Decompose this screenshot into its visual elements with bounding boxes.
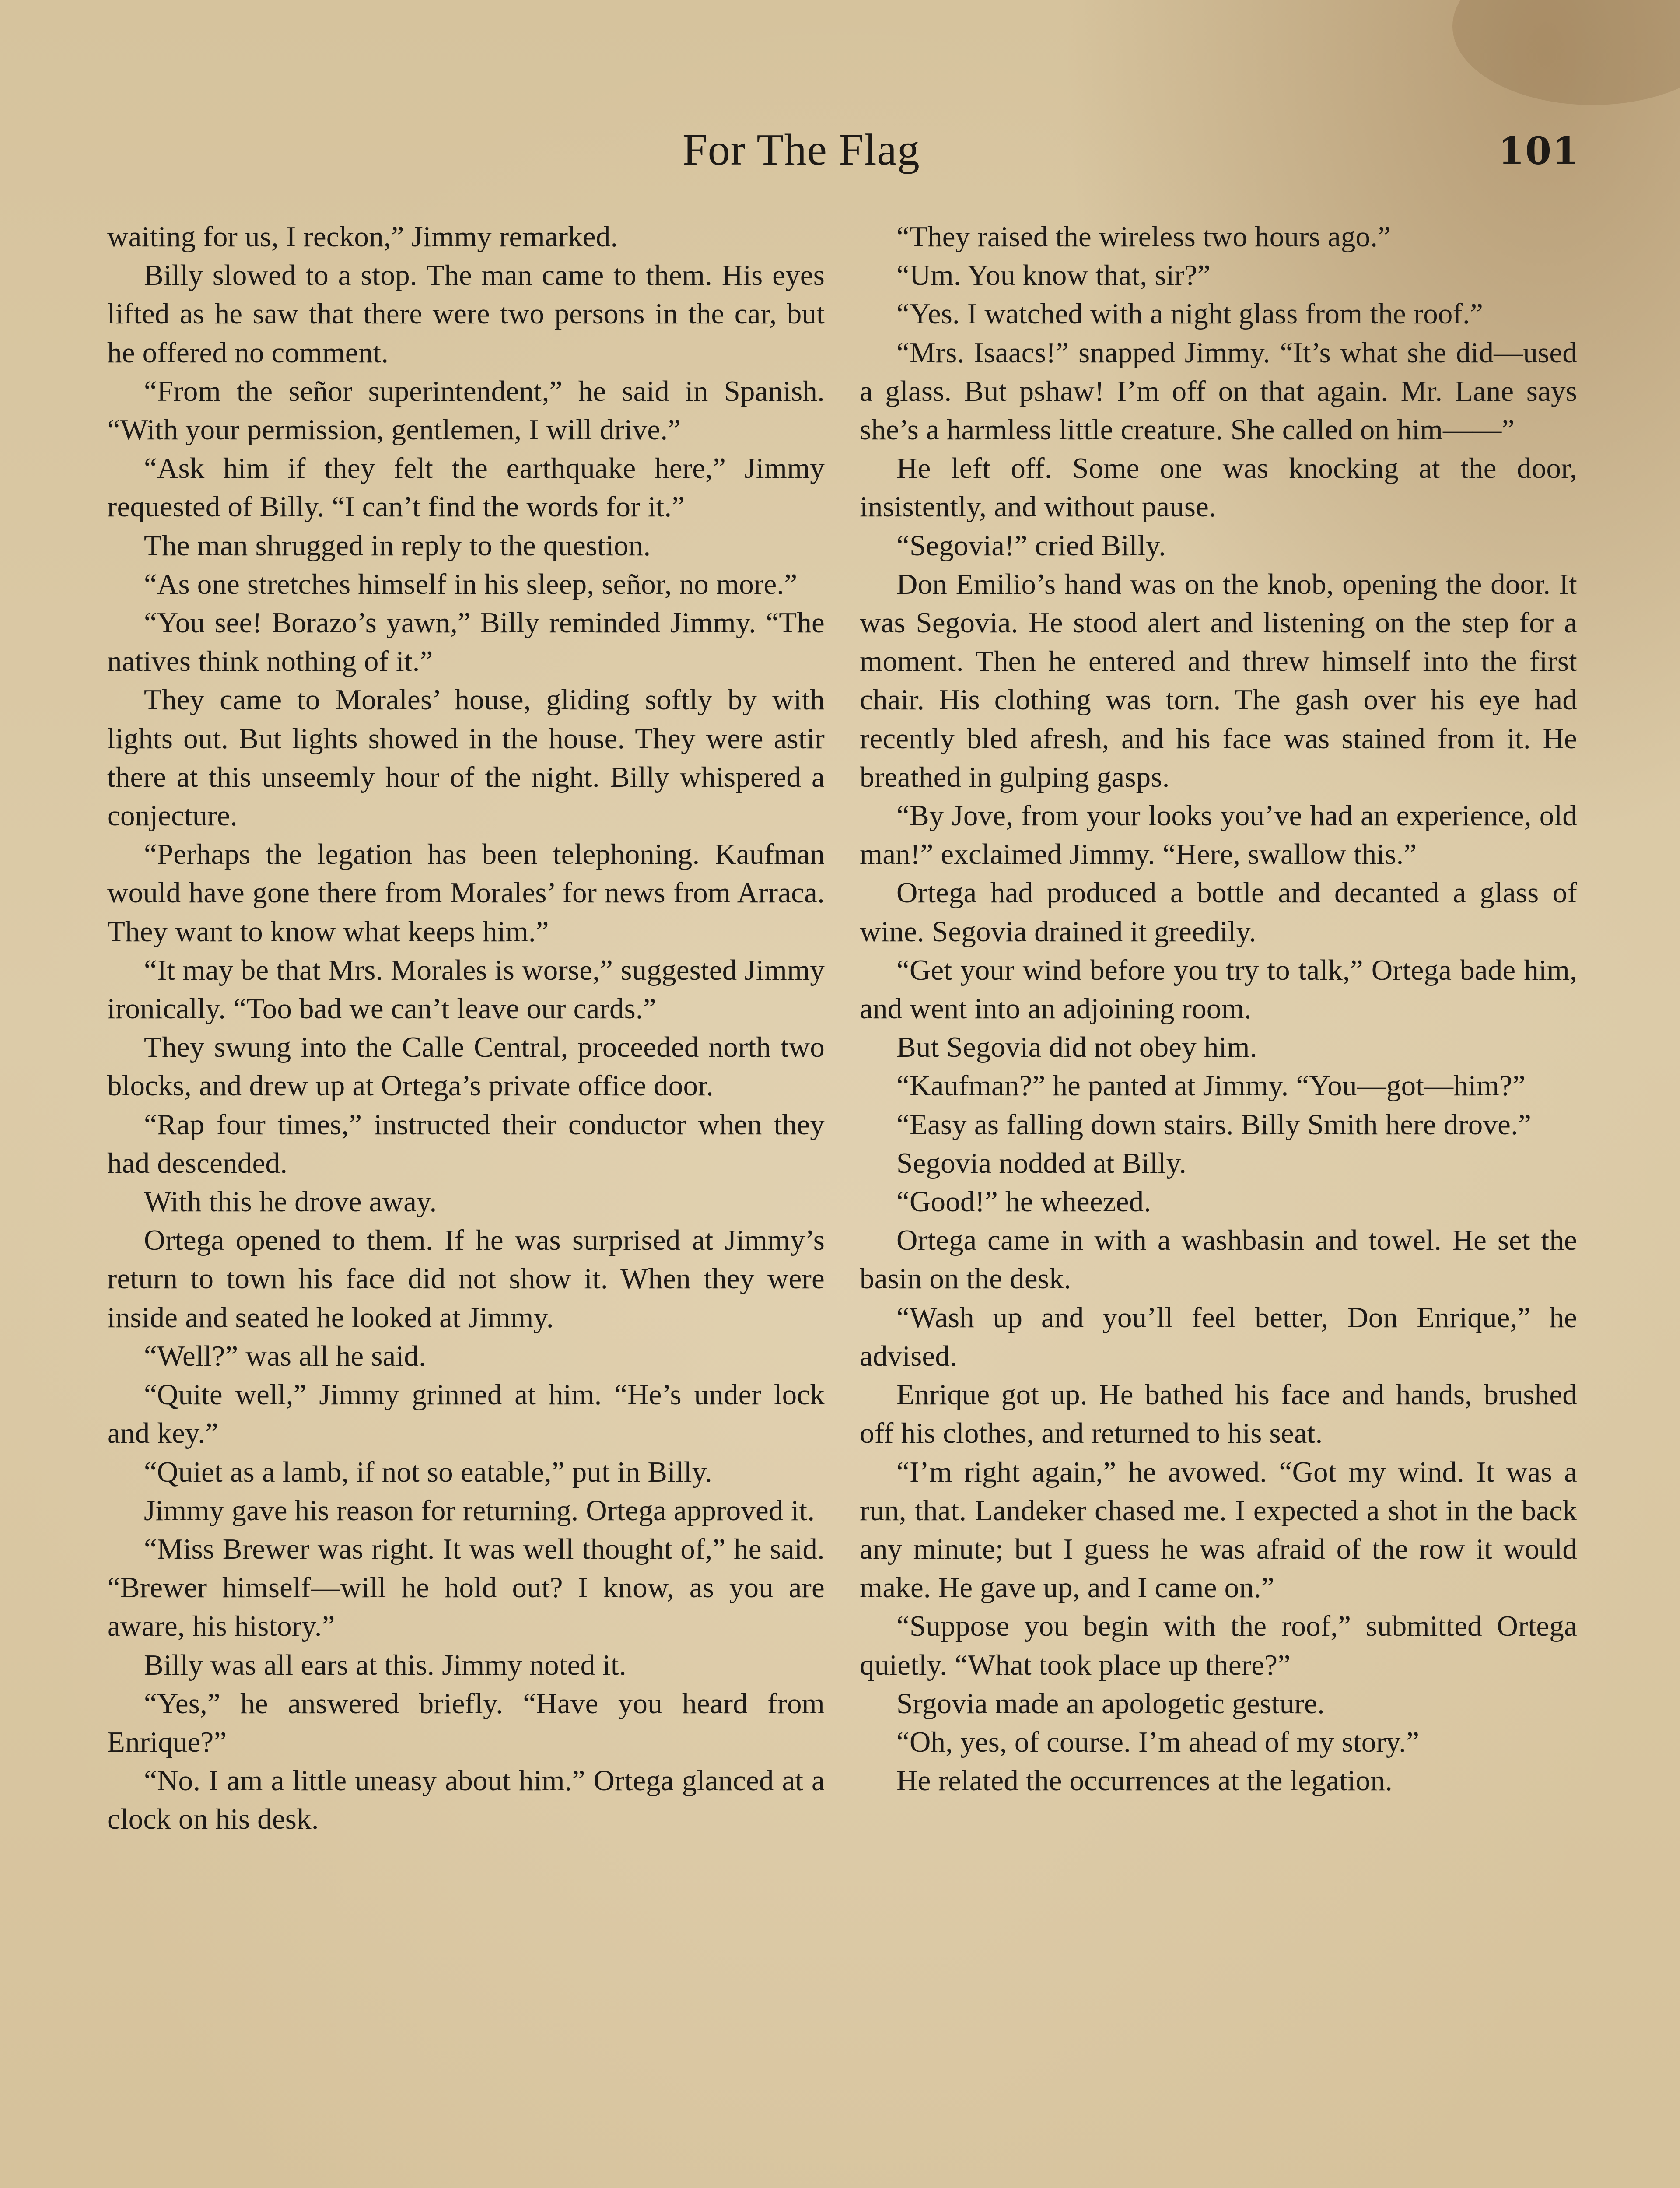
paragraph: With this he drove away.	[144, 1185, 437, 1218]
paragraph: Ortega came in with a washbasin and towel. He set the basin on the desk.	[860, 1224, 1577, 1295]
paragraph: Ortega opened to them. If he was surprised at Jimmy’s return to town his face did not show it. When they were inside and seated he looked at Jimmy.	[107, 1224, 825, 1334]
paragraph: “Oh, yes, of course. I’m ahead of my story.”	[896, 1725, 1420, 1758]
paragraph: “Perhaps the legation has been telephoning. Kaufman would have gone there from Morales’ for news from Arraca. They want to know what keeps him.”	[107, 838, 825, 948]
paragraph: “They raised the wireless two hours ago.”	[896, 221, 1391, 253]
paragraph: “Wash up and you’ll feel better, Don Enrique,” he advised.	[860, 1301, 1577, 1372]
paragraph: They swung into the Calle Central, proceeded north two blocks, and drew up at Ortega’s private office door.	[107, 1031, 825, 1102]
paragraph: But Segovia did not obey him.	[896, 1031, 1257, 1064]
paragraph: “Easy as falling down stairs. Billy Smith here drove.”	[896, 1108, 1532, 1141]
paragraph: Jimmy gave his reason for returning. Ortega approved it.	[144, 1494, 815, 1527]
paragraph: “I’m right again,” he avowed. “Got my wind. It was a run, that. Landeker chased me. I expected a shot in the back any minute; but I guess he was afraid of the row it would make. He gave up, and I came on.”	[860, 1455, 1577, 1604]
paragraph: The man shrugged in reply to the question.	[144, 529, 651, 562]
paragraph: “Suppose you begin with the roof,” submitted Ortega quietly. “What took place up there?”	[860, 1610, 1577, 1681]
right-column	[860, 217, 1577, 2188]
paragraph: Billy slowed to a stop. The man came to them. His eyes lifted as he saw that there were two persons in the car, but he offered no comment.	[107, 259, 825, 369]
paragraph: “From the señor superintendent,” he said in Spanish. “With your permission, gentlemen, I will drive.”	[107, 375, 825, 446]
paragraph: Srgovia made an apologetic gesture.	[896, 1687, 1325, 1720]
running-title: For The Flag	[682, 125, 920, 175]
paragraph: “Good!” he wheezed.	[896, 1185, 1152, 1218]
paragraph: He left off. Some one was knocking at the door, insistently, and without pause.	[860, 452, 1577, 523]
paragraph: He related the occurrences at the legation.	[896, 1764, 1393, 1797]
paragraph: “Kaufman?” he panted at Jimmy. “You—got—him?”	[896, 1069, 1526, 1102]
paragraph: “By Jove, from your looks you’ve had an experience, old man!” exclaimed Jimmy. “Here, swallow this.”	[860, 799, 1577, 871]
page-number: 101	[1498, 129, 1579, 173]
running-head	[0, 122, 1680, 179]
text-columns	[107, 217, 1577, 2188]
paragraph: “Quite well,” Jimmy grinned at him. “He’s under lock and key.”	[107, 1378, 825, 1450]
paragraph: “Ask him if they felt the earthquake here,” Jimmy requested of Billy. “I can’t find the words for it.”	[107, 452, 825, 523]
paragraph: “Yes. I watched with a night glass from the roof.”	[896, 298, 1484, 330]
paragraph: “As one stretches himself in his sleep, señor, no more.”	[144, 568, 798, 600]
paragraph: “Yes,” he answered briefly. “Have you heard from Enrique?”	[107, 1687, 825, 1758]
paragraph: “Quiet as a lamb, if not so eatable,” put in Billy.	[144, 1455, 713, 1488]
paragraph: Don Emilio’s hand was on the knob, opening the door. It was Segovia. He stood alert and listening on the step for a moment. Then he entered and threw himself into the first chair. His clothing was torn. The gash over his eye had recently bled afresh, and his face was stained from it. He breathed in gulping gasps.	[860, 568, 1577, 793]
paragraph: “Miss Brewer was right. It was well thought of,” he said. “Brewer himself—will he hold out? I know, as you are aware, his history.”	[107, 1532, 825, 1643]
paragraph: “Get your wind before you try to talk,” Ortega bade him, and went into an adjoining room.	[860, 954, 1577, 1025]
left-column	[107, 217, 825, 2188]
paragraph: “You see! Borazo’s yawn,” Billy reminded Jimmy. “The natives think nothing of it.”	[107, 607, 825, 678]
paragraph: “Rap four times,” instructed their conductor when they had descended.	[107, 1108, 825, 1179]
page-stain	[1452, 0, 1680, 105]
paragraph: Enrique got up. He bathed his face and hands, brushed off his clothes, and returned to his seat.	[860, 1378, 1577, 1450]
paragraph: waiting for us, I reckon,” Jimmy remarked.	[107, 221, 618, 253]
paragraph: Billy was all ears at this. Jimmy noted it.	[144, 1648, 626, 1681]
paragraph: They came to Morales’ house, gliding softly by with lights out. But lights showed in the house. They were astir there at this unseemly hour of the night. Billy whispered a conjecture.	[107, 684, 825, 832]
paragraph: “Segovia!” cried Billy.	[896, 529, 1166, 562]
paragraph: “Um. You know that, sir?”	[896, 259, 1211, 292]
paragraph: “No. I am a little uneasy about him.” Ortega glanced at a clock on his desk.	[107, 1764, 825, 1836]
paragraph: “Mrs. Isaacs!” snapped Jimmy. “It’s what she did—used a glass. But pshaw! I’m off on that again. Mr. Lane says she’s a harmless little creature. She called on him——”	[860, 336, 1577, 446]
paragraph: Segovia nodded at Billy.	[896, 1147, 1186, 1179]
paragraph: “It may be that Mrs. Morales is worse,” suggested Jimmy ironically. “Too bad we can’t leave our cards.”	[107, 954, 825, 1025]
paragraph: Ortega had produced a bottle and decanted a glass of wine. Segovia drained it greedily.	[860, 877, 1577, 948]
paragraph: “Well?” was all he said.	[144, 1339, 426, 1372]
